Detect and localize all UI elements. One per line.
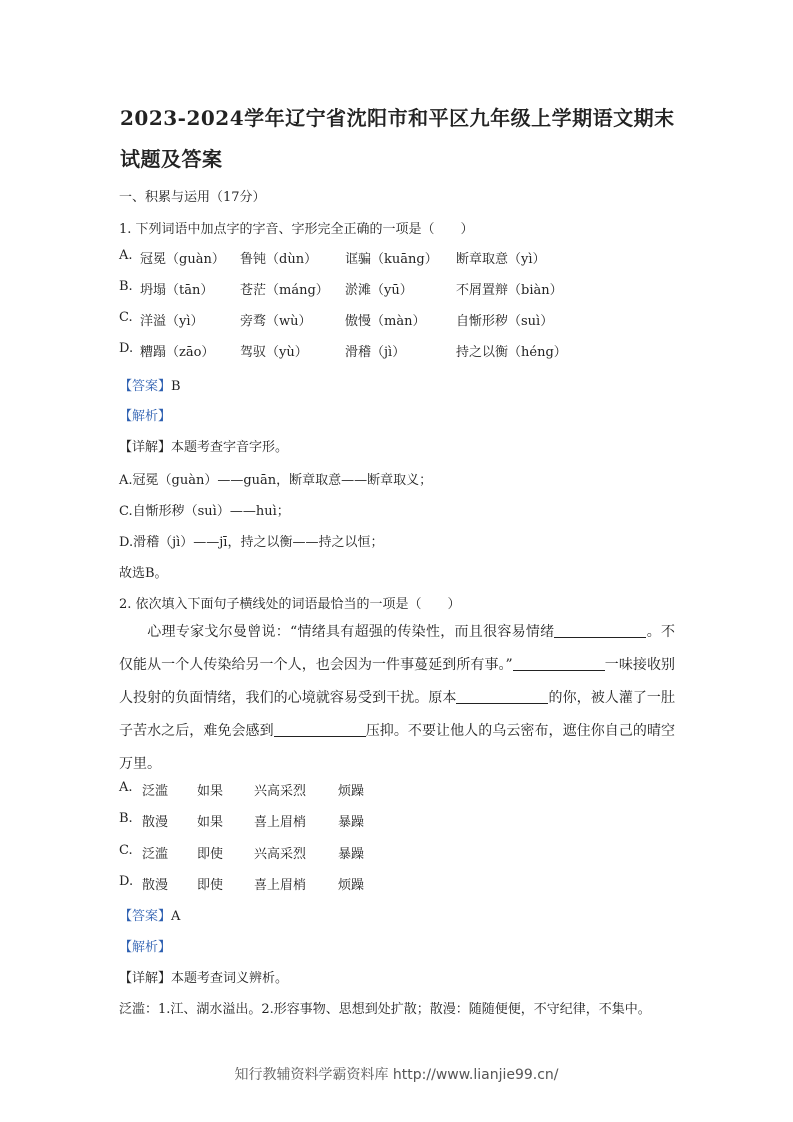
q2-detail <box>119 967 288 986</box>
option-word: 如果 <box>197 784 224 799</box>
q1-explanation-line: C.自惭形秽（suì）——huì； <box>119 504 290 519</box>
option-word: 持之以衡（héng） <box>456 345 567 360</box>
q1-explanation-line: A.冠冕（guàn）——guān，断章取意——断章取义； <box>119 473 433 488</box>
option-word: 洋溢（yì） <box>140 314 204 329</box>
option-word: 断章取意（yì） <box>456 252 546 267</box>
option-word: 散漫 <box>142 878 169 893</box>
option-label: A. <box>119 780 133 795</box>
option-word: 坍塌（tān） <box>140 283 214 298</box>
detail-text: 本题考查字音字形。 <box>171 440 289 455</box>
footer-watermark: 知行教辅资料学霸资料库 http://www.lianjie99.cn/ <box>234 1067 559 1083</box>
answer-value: B <box>171 379 181 394</box>
option-word: 滑稽（jì） <box>345 345 406 360</box>
option-word: 苍茫（máng） <box>240 283 329 298</box>
option-label: C. <box>119 843 133 858</box>
option-label: B. <box>119 811 133 826</box>
detail-text: 本题考查词义辨析。 <box>171 971 289 986</box>
analysis-tag: 【解析】 <box>119 409 172 424</box>
document-title-line1: 2023-2024学年辽宁省沈阳市和平区九年级上学期语文期末 <box>120 106 675 130</box>
option-word: 兴高采烈 <box>254 847 307 862</box>
option-word: 即使 <box>197 847 224 862</box>
option-word: 烦躁 <box>338 784 365 799</box>
option-word: 泛滥 <box>142 784 169 799</box>
option-word: 散漫 <box>142 815 169 830</box>
fill-blank-3 <box>456 689 548 704</box>
q2-explanation-line: 泛滥：1.江、湖水溢出。2.形容事物、思想到处扩散；散漫：随随便便，不守纪律，不集中。 <box>119 1002 651 1017</box>
option-word: 烦躁 <box>338 878 365 893</box>
passage-text: 压抑。不要让他人的乌云密布，遮住你自己的晴空万里。 <box>119 723 676 772</box>
option-word: 诓骗（kuāng） <box>345 252 438 267</box>
fill-blank-1 <box>554 623 646 638</box>
passage-text: 。不仅能从一个人传染给另一个人，也会因为一件事蔓延到所有事。” <box>119 624 676 673</box>
passage-text: 的你，被人灌了一肚子苦水之后，难免会感到 <box>119 690 675 739</box>
document-title-line2: 试题及答案 <box>120 147 223 171</box>
option-word: 暴躁 <box>338 815 365 830</box>
fill-blank-2 <box>513 656 605 671</box>
option-label: D. <box>119 874 134 889</box>
option-label: B. <box>119 279 133 294</box>
passage-text: 一味接收别人投射的负面情绪，我们的心境就容易受到干扰。原本 <box>119 657 676 706</box>
option-word: 即使 <box>197 878 224 893</box>
option-word: 喜上眉梢 <box>254 878 307 893</box>
detail-tag: 【详解】 <box>119 971 172 986</box>
option-label: D. <box>119 341 134 356</box>
q2-answer <box>119 905 180 924</box>
option-word: 兴高采烈 <box>254 784 307 799</box>
section-heading: 一、积累与运用（17分） <box>119 190 266 205</box>
option-word: 糟蹋（zāo） <box>140 345 215 360</box>
q1-stem: 1. 下列词语中加点字的字音、字形完全正确的一项是（ ） <box>119 222 474 237</box>
option-word: 傲慢（màn） <box>345 314 426 329</box>
option-word: 自惭形秽（suì） <box>456 314 554 329</box>
option-word: 暴躁 <box>338 847 365 862</box>
q1-answer <box>119 375 181 394</box>
option-word: 冠冕（guàn） <box>140 252 225 267</box>
q2-analysis-tag <box>119 936 171 955</box>
option-word: 泛滥 <box>142 847 169 862</box>
option-word: 旁骛（wù） <box>240 314 312 329</box>
q1-detail <box>119 436 288 455</box>
answer-tag: 【答案】 <box>119 909 172 924</box>
q2-stem: 2. 依次填入下面句子横线处的词语最恰当的一项是（ ） <box>119 597 461 612</box>
option-label: A. <box>119 248 133 263</box>
analysis-tag: 【解析】 <box>119 940 172 955</box>
q1-explanation-line: 故选B。 <box>119 566 168 581</box>
q2-passage <box>119 616 675 781</box>
option-word: 喜上眉梢 <box>254 815 307 830</box>
option-word: 如果 <box>197 815 224 830</box>
option-word: 鲁钝（dùn） <box>240 252 318 267</box>
option-word: 驾驭（yù） <box>240 345 308 360</box>
option-word: 淤滩（yū） <box>345 283 413 298</box>
option-label: C. <box>119 310 133 325</box>
option-word: 不屑置辩（biàn） <box>456 283 563 298</box>
q1-explanation-line: D.滑稽（jì）——jī，持之以衡——持之以恒； <box>119 535 384 550</box>
passage-text: 心理专家戈尔曼曾说：“情绪具有超强的传染性，而且很容易情绪 <box>147 624 555 640</box>
q1-analysis-tag <box>119 405 171 424</box>
detail-tag: 【详解】 <box>119 440 172 455</box>
answer-value: A <box>171 909 181 924</box>
fill-blank-4 <box>274 722 366 737</box>
answer-tag: 【答案】 <box>119 379 172 394</box>
